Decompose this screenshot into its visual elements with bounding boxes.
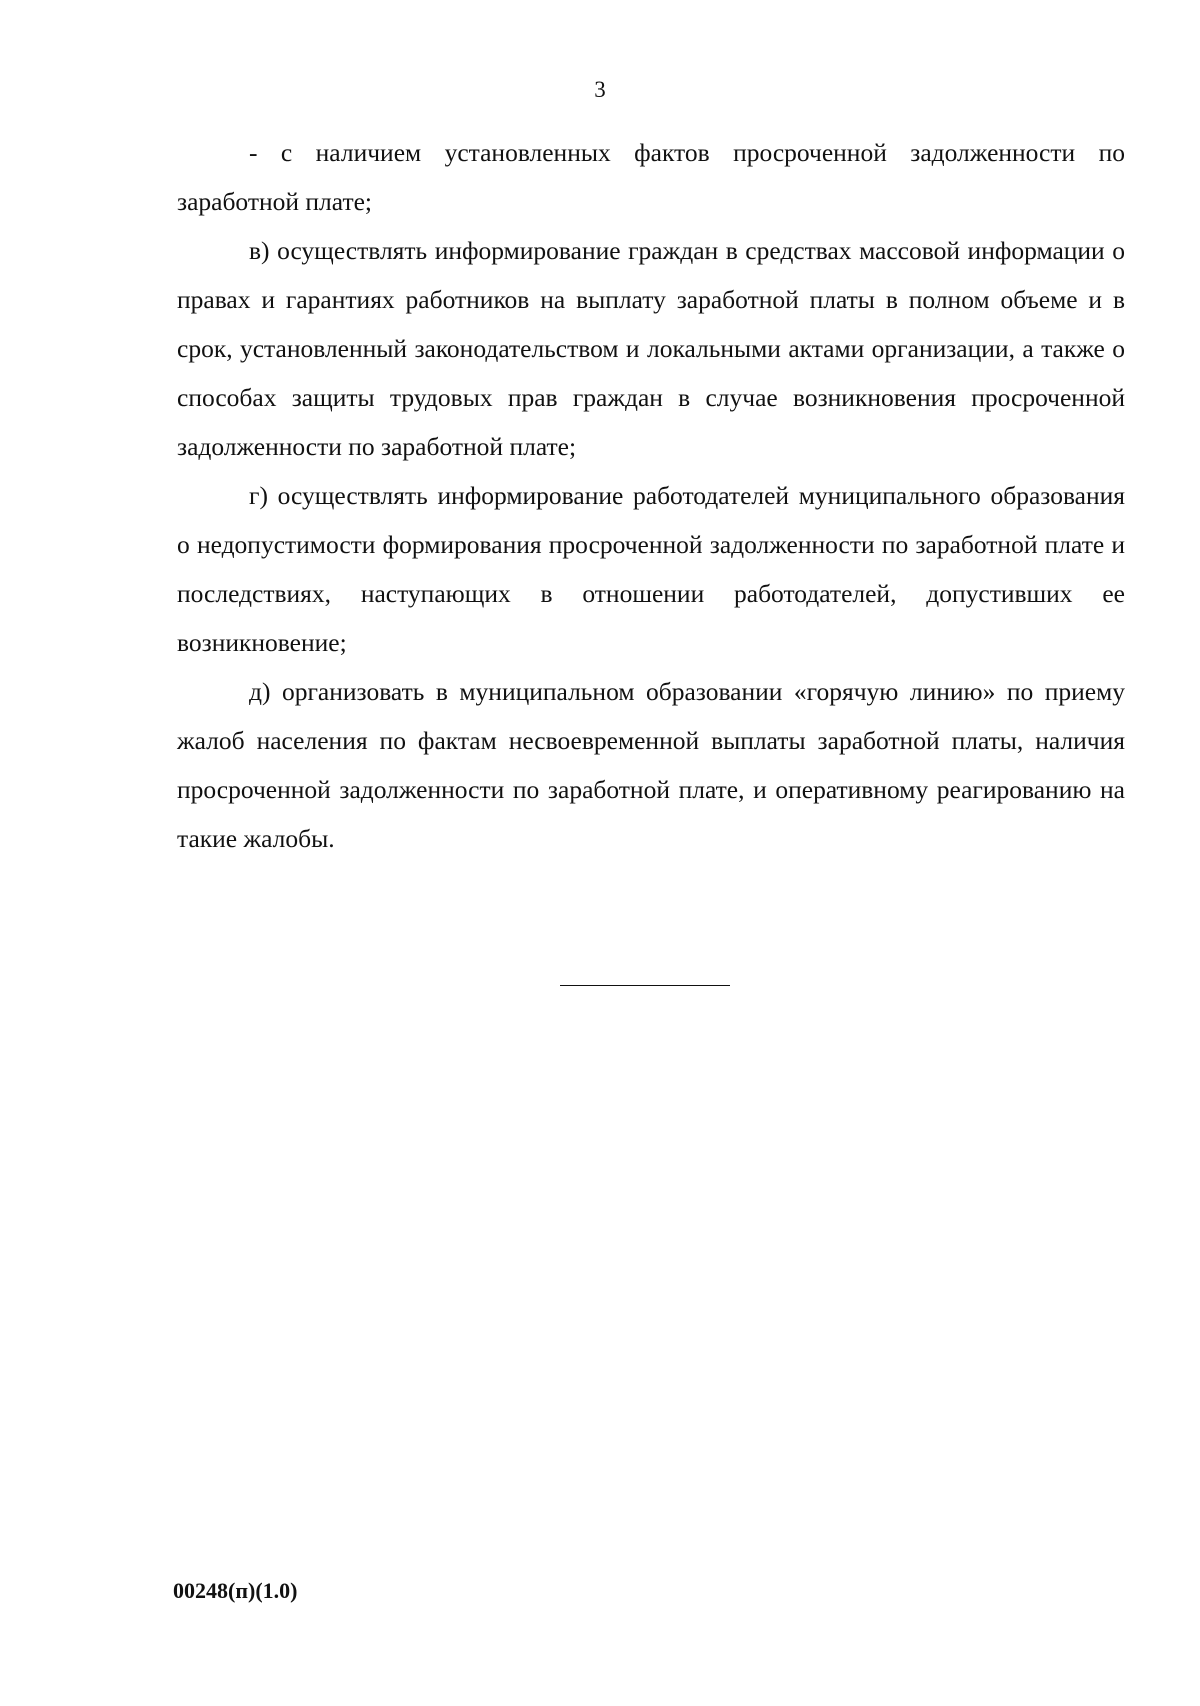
page-number: 3 [594,77,606,102]
paragraph-item-v-media-informing: в) осуществлять информирование граждан в средствах массовой информации о правах и гарантиях работников на выплату заработной платы в полном объеме и в срок, установленный законодательством и локальными актами организации, а также о способах защиты трудовых прав граждан в случае возникновения просроченной задолженности по заработной плате; [177,236,1125,461]
paragraph-item-g-employer-informing: г) осуществлять информирование работодателей муниципального образования о недопустимости формирования просроченной задолженности по заработной плате и последствиях, наступающих в отношении работодателей, допустивших ее возникновение; [177,481,1125,657]
paragraph-item-d-hotline: д) организовать в муниципальном образовании «горячую линию» по приему жалоб населения по фактам несвоевременной выплаты заработной платы, наличия просроченной задолженности по заработной плате, и оперативному реагированию на такие жалобы. [177,677,1125,853]
document-body [177,128,1125,863]
separator-line [560,985,730,986]
document-code: 00248(п)(1.0) [173,1578,298,1603]
paragraph-overdue-debt-facts: - с наличием установленных фактов просроченной задолженности по заработной плате; [177,138,1125,216]
